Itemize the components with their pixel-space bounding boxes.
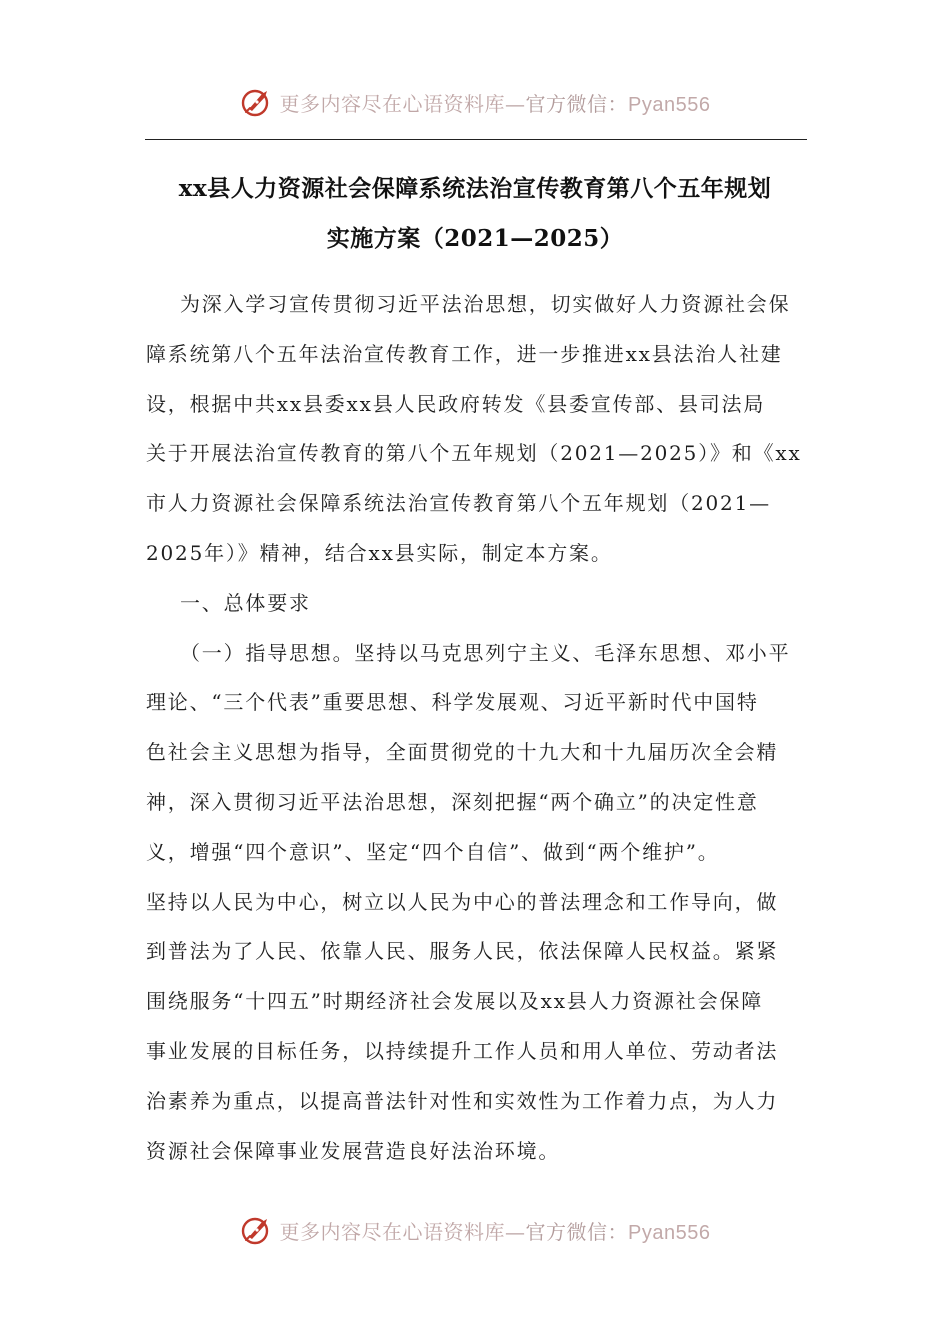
header-banner	[0, 80, 950, 124]
banner-site-text: 更多内容尽在心语资料库	[279, 91, 506, 116]
body-line: 理论、“三个代表”重要思想、科学发展观、习近平新时代中国特	[146, 690, 759, 715]
banner-wechat-label: 官方微信：	[525, 1219, 629, 1244]
banner-text	[280, 88, 711, 117]
banner-handle: Pyan556	[628, 93, 711, 116]
body-line: 障系统第八个五年法治宣传教育工作，进一步推进xx县法治人社建	[146, 341, 783, 366]
body-line: 市人力资源社会保障系统法治宣传教育第八个五年规划（2021—	[146, 491, 771, 516]
body-line: 坚持以人民为中心，树立以人民为中心的普法理念和工作导向，做	[146, 889, 779, 914]
banner-wechat-label: 官方微信：	[525, 91, 629, 116]
body-line: 色社会主义思想为指导，全面贯彻党的十九大和十九届历次全会精	[146, 740, 779, 765]
banner-dash: —	[505, 91, 526, 116]
footer-banner	[0, 1208, 950, 1252]
body-line: （一）指导思想。坚持以马克思列宁主义、毛泽东思想、邓小平	[180, 640, 791, 665]
body-line: 2025年）》精神，结合xx县实际，制定本方案。	[146, 540, 613, 565]
body-line: 义，增强“四个意识”、坚定“四个自信”、做到“两个维护”。	[146, 839, 720, 864]
banner-dash: —	[505, 1219, 526, 1244]
body-line: 治素养为重点，以提高普法针对性和实效性为工作着力点，为人力	[146, 1088, 779, 1113]
body-line: 事业发展的目标任务，以持续提升工作人员和用人单位、劳动者法	[146, 1038, 779, 1063]
pen-nib-logo-icon	[240, 1213, 274, 1247]
document-title-line-2: 实施方案（2021—2025）	[326, 225, 624, 252]
pen-nib-logo-icon	[240, 85, 274, 119]
document-title-line-1: xx县人力资源社会保障系统法治宣传教育第八个五年规划	[178, 175, 772, 202]
banner-handle: Pyan556	[628, 1221, 711, 1244]
banner-site-text: 更多内容尽在心语资料库	[279, 1219, 506, 1244]
body-line: 围绕服务“十四五”时期经济社会发展以及xx县人力资源社会保障	[146, 989, 764, 1014]
body-line: 资源社会保障事业发展营造良好法治环境。	[146, 1138, 561, 1163]
body-line: 为深入学习宣传贯彻习近平法治思想，切实做好人力资源社会保	[180, 292, 791, 316]
body-line: 设，根据中共xx县委xx县人民政府转发《县委宣传部、县司法局	[146, 391, 766, 416]
body-line: 关于开展法治宣传教育的第八个五年规划（2021—2025）》和《xx	[146, 441, 802, 466]
section-heading: 一、总体要求	[180, 590, 311, 615]
document-body	[146, 280, 806, 1176]
body-line: 神，深入贯彻习近平法治思想，深刻把握“两个确立”的决定性意	[146, 789, 759, 814]
header-divider	[145, 139, 807, 140]
body-line: 到普法为了人民、依靠人民、服务人民，依法保障人民权益。紧紧	[146, 939, 779, 964]
banner-text	[280, 1216, 711, 1245]
